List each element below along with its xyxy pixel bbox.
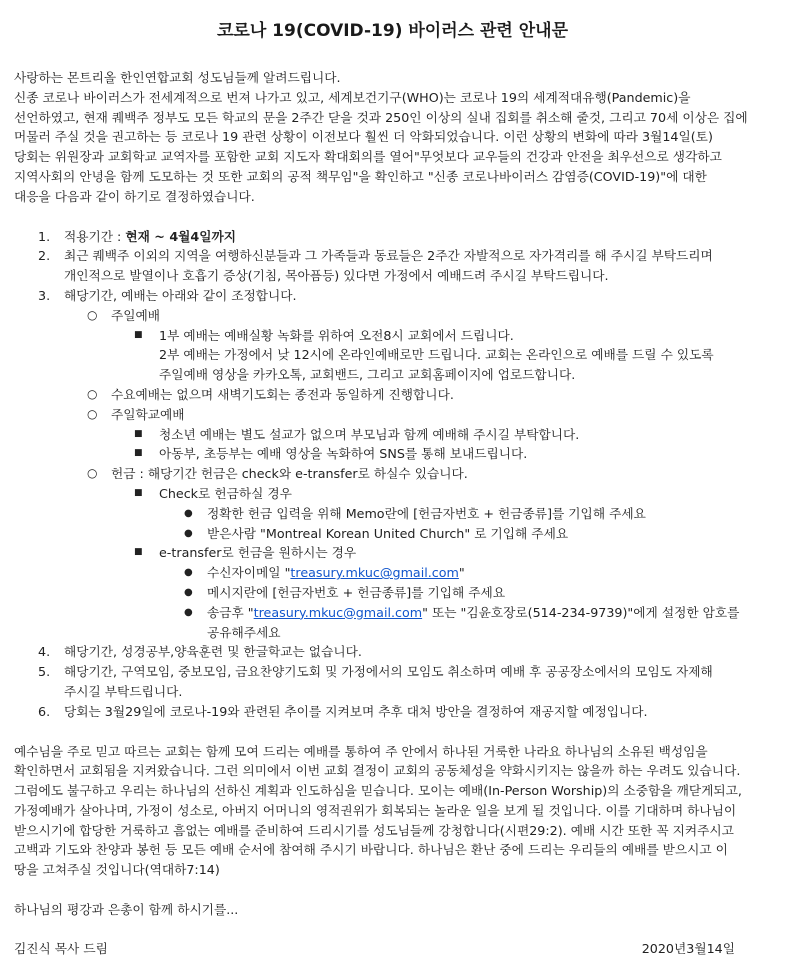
sublist-item-offering: ○ 헌금 : 해당기간 헌금은 check와 e-transfer로 하실수 있습니다. — [14, 464, 771, 484]
signature-name: 김진식 목사 드림 — [14, 940, 108, 956]
dot-bullet-icon: ● — [184, 507, 193, 519]
document-title: 코로나 19(COVID-19) 바이러스 관련 안내문 — [216, 21, 569, 41]
square-bullet-icon: ■ — [134, 428, 143, 439]
intro-line: 대응을 다음과 같이 하기로 결정하였습니다. — [14, 188, 255, 204]
circle-bullet-icon: ○ — [87, 386, 98, 401]
list-item-text: 해당기간, 성경공부,양육훈련 및 한글학교는 없습니다. — [64, 644, 362, 660]
closing-line: 확인하면서 교회됨을 지켜왔습니다. 그런 의미에서 이번 교회 결정이 교회의 공동체성을 약화시키지는 않을까 하는 우려도 있습니다. — [14, 763, 741, 779]
closing-line: 땅을 고쳐주실 것입니다(역대하7:14) — [14, 862, 220, 878]
sublist-item-sunday-school: ○ 주일학교예배 — [14, 405, 771, 425]
subsublist-item-check: ■ Check로 헌금하실 경우 — [14, 484, 771, 504]
measures-list: 1. 적용기간 : 현재 ~ 4월4일까지 2. 최근 퀘백주 이외의 지역을 여행하신분들과 그 가족들과 동료들은 2주간 자발적으로 자가격리를 해 주시길 부탁드리며 개인적으로 발열이나 호흡기 증상(기침, 목아픔등) 있다면 가정에서 예배드려 주시길 부탁드립니다. 3. 해당기간, 예배는 아래와 같이 조정합니다. ○ 주일예배 ■ 1부 예배는 예배실황 녹화를 위하여 오전8시 교회에서 드립니다. 2부 예배는 가정에서 낮 12시에 온라인예배로만 드립니다. 교회는 온라인으로 예배를 드릴 수 있도록 주일예배 영상을 카카오톡, 교회밴드, 그리고 교회홈페이지에 업로드합니다. ○ 수요예배는 없으며 새벽기도회는 종전과 동일하게 진행합니다. ○ 주일학교예배 ■ 청소년 예배는 별도 설교가 없으며 부모님과 함께 예배해 주시길 부탁합니다. ■ 아동부, 초등부는 예배 영상을 녹화하여 SNS를 통해 보내드립니다. ○ 헌금 : 해당기간 헌금은 check와 e-transfer로 하실수 있습니다. ■ Check로 헌금하실 경우 ● 정확한 헌금 입력을 위해 Memo란에 [헌금자번호 + 헌금종류]를 기입해 주세요 ● 받은사람 "Montreal Korean United Church" 로 기입해 주세요 ■ e-transfer로 헌금을 원하시는 경우 ● 수신자이메일 "treasury.mkuc@gmail.com" ● 메시지란에 [헌금자번호 + 헌금종류]를 기입해 주세요 ● 송금후 "treasury.mkuc@gmail.com" 또는 "김윤호장로(514-234-9739)"에게 설정한 암호를 공유해주세요 4. 해당기간, 성경공부,양육훈련 및 한글학교는 없습니다. 5. 해당기간, 구역모임, 중보모임, 금요찬양기도회 및 가정에서의 모임도 취소하며 예배 후 공공장소에서의 모임도 자제해 주시길 부탁드립니다. 6. 당회는 3월29일에 코로나-19와 관련된 추이를 지켜보며 추후 대처 방안을 결정하여 재공지할 예정입니다. — [14, 227, 771, 722]
list-item-text: 주시길 부탁드립니다. — [64, 683, 183, 699]
list-item-education — [14, 642, 771, 662]
intro-line: 신종 코로나 바이러스가 전세계적으로 번져 나가고 있고, 세계보건기구(WHO)는 코로나 19의 세계적대유행(Pandemic)을 — [14, 89, 691, 105]
closing-line: 예수님을 주로 믿고 따르는 교회는 함께 모여 드리는 예배를 통하여 주 안에서 하나된 거룩한 나라요 하나님의 소유된 백성임을 — [14, 743, 708, 759]
intro-line: 사랑하는 몬트리올 한인연합교회 성도님들께 알려드립니다. — [14, 70, 341, 85]
list-item-self-isolation — [14, 246, 771, 266]
circle-bullet-icon: ○ — [87, 307, 98, 322]
list-number: 5. — [38, 664, 51, 680]
subsublist-item-sunday-service: ■ 1부 예배는 예배실황 녹화를 위하여 오전8시 교회에서 드립니다. — [14, 326, 771, 346]
etransfer-password-item: ● 송금후 "treasury.mkuc@gmail.com" 또는 "김윤호장로(514-234-9739)"에게 설정한 암호를 — [14, 603, 771, 623]
subsublist-item-etransfer: ■ e-transfer로 헌금을 원하시는 경우 — [14, 543, 771, 563]
intro-line: 지역사회의 안녕을 함께 도모하는 것 또한 교회의 공적 책무임"을 확인하고 "신종 코로나바이러스 감염증(COVID-19)"에 대한 — [14, 168, 707, 184]
signature-row — [14, 939, 771, 959]
blessing-line: 하나님의 평강과 은총이 함께 하시기를... — [14, 902, 239, 918]
list-item-text: 해당기간, 구역모임, 중보모임, 금요찬양기도회 및 가정에서의 모임도 취소하며 예배 후 공공장소에서의 모임도 자제해 — [64, 664, 713, 680]
closing-paragraph — [14, 742, 771, 881]
intro-line: 머물러 주실 것을 권고하는 등 코로나 19 관련 상황이 이전보다 훨씬 더 악화되었습니다. 이런 상황의 변화에 따라 3월14일(토) — [14, 129, 713, 145]
list-item-text: 최근 퀘백주 이외의 지역을 여행하신분들과 그 가족들과 동료들은 2주간 자발적으로 자가격리를 해 주시길 부탁드리며 — [64, 248, 713, 264]
list-item-gatherings — [14, 662, 771, 682]
check-payee-item: ● 받은사람 "Montreal Korean United Church" 로 기입해 주세요 — [14, 524, 771, 544]
list-item-text: 개인적으로 발열이나 호흡기 증상(기침, 목아픔등) 있다면 가정에서 예배드려 주시길 부탁드립니다. — [64, 268, 609, 284]
list-item-text: 당회는 3월29일에 코로나-19와 관련된 추이를 지켜보며 추후 대처 방안을 결정하여 재공지할 예정입니다. — [64, 703, 648, 719]
closing-line: 받으시기에 합당한 거룩하고 흠없는 예배를 준비하여 드리시기를 성도님들께 강청합니다(시편29:2). 예배 시간 또한 꼭 지켜주시고 — [14, 822, 734, 838]
list-item-text: 해당기간, 예배는 아래와 같이 조정합니다. — [64, 287, 297, 303]
dot-bullet-icon: ● — [184, 606, 193, 618]
sublist-item-wednesday: ○ 수요예배는 없으며 새벽기도회는 종전과 동일하게 진행합니다. — [14, 385, 771, 405]
signature-date: 2020년3월14일 — [641, 940, 735, 956]
check-memo-item: ● 정확한 헌금 입력을 위해 Memo란에 [헌금자번호 + 헌금종류]를 기입해 주세요 — [14, 504, 771, 524]
sublist-item-sunday: ○ 주일예배 — [14, 306, 771, 326]
period-label: 적용기간 : — [64, 228, 126, 244]
list-item-period — [14, 227, 771, 247]
etransfer-message-item: ● 메시지란에 [헌금자번호 + 헌금종류]를 기입해 주세요 — [14, 583, 771, 603]
subsublist-item-kids: ■ 아동부, 초등부는 예배 영상을 녹화하여 SNS를 통해 보내드립니다. — [14, 444, 771, 464]
period-value: 현재 ~ 4월4일까지 — [125, 228, 237, 244]
intro-paragraph — [14, 68, 771, 207]
closing-line: 고백과 기도와 찬양과 봉헌 등 모든 예배 순서에 참여해 주시기 바랍니다. 하나님은 환난 중에 드리는 우리들의 예배를 받으시고 이 — [14, 842, 728, 858]
dot-bullet-icon: ● — [184, 567, 193, 579]
etransfer-email-item: ● 수신자이메일 "treasury.mkuc@gmail.com" — [14, 563, 771, 583]
list-number: 2. — [38, 248, 51, 264]
square-bullet-icon: ■ — [134, 329, 143, 340]
closing-line: 가정예배가 살아나며, 가정이 성소로, 아버지 어머니의 영적권위가 회복되는 놀라운 일을 보게 될 것입니다. 이를 기대하며 하나님이 — [14, 802, 737, 818]
treasury-email-link[interactable]: treasury.mkuc@gmail.com — [253, 604, 423, 620]
closing-line: 그럼에도 불구하고 우리는 하나님의 선하신 계획과 인도하심을 믿습니다. 모이는 예배(In-Person Worship)의 소중함을 깨닫게되고, — [14, 783, 742, 799]
dot-bullet-icon: ● — [184, 527, 193, 539]
list-item-worship — [14, 286, 771, 306]
subsublist-item-youth: ■ 청소년 예배는 별도 설교가 없으며 부모님과 함께 예배해 주시길 부탁합니다. — [14, 425, 771, 445]
list-number: 4. — [38, 644, 51, 660]
intro-line: 당회는 위원장과 교회학교 교역자를 포함한 교회 지도자 확대회의를 열어"무엇보다 교우들의 건강과 안전을 최우선으로 생각하고 — [14, 149, 722, 165]
square-bullet-icon: ■ — [134, 547, 143, 558]
square-bullet-icon: ■ — [134, 448, 143, 459]
list-number: 3. — [38, 287, 51, 303]
list-number: 1. — [38, 228, 51, 244]
circle-bullet-icon: ○ — [87, 406, 98, 421]
dot-bullet-icon: ● — [184, 586, 193, 598]
list-number: 6. — [38, 703, 51, 719]
treasury-email-link[interactable]: treasury.mkuc@gmail.com — [290, 565, 459, 581]
intro-line: 선언하였고, 현재 퀘백주 정부도 모든 학교의 문을 2주간 닫을 것과 250인 이상의 실내 집회를 취소해 줄것, 그리고 70세 이상은 집에 — [14, 109, 748, 125]
circle-bullet-icon: ○ — [87, 466, 98, 481]
list-item-reannounce — [14, 702, 771, 722]
square-bullet-icon: ■ — [134, 487, 143, 498]
